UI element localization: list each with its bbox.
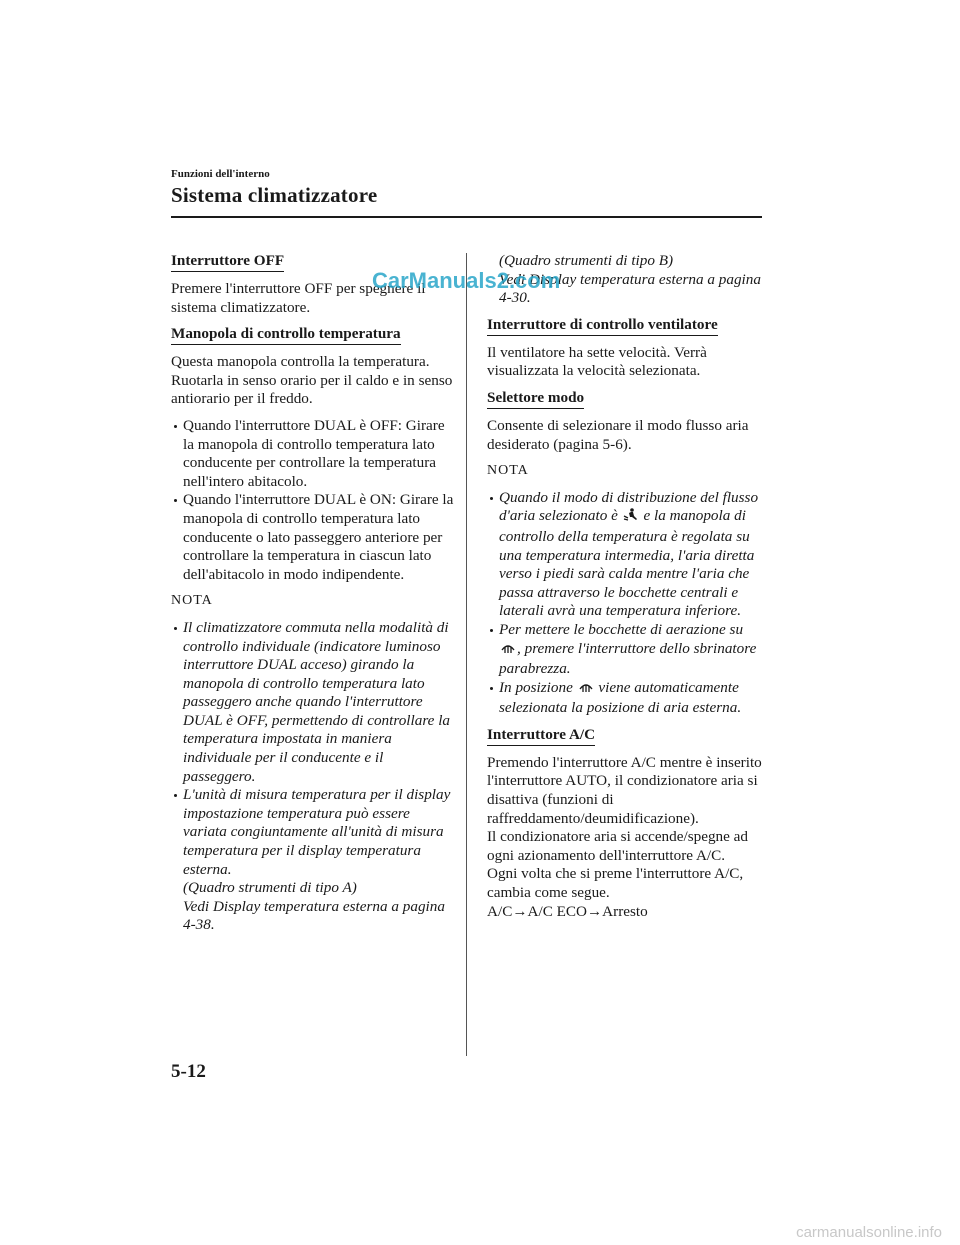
note-bullet-list xyxy=(171,619,454,879)
off-heading: Interruttore OFF xyxy=(171,252,284,272)
page-title: Sistema climatizzatore xyxy=(171,183,378,207)
header-section: Funzioni dell'interno xyxy=(171,168,270,180)
off-text: Premere l'interruttore OFF per spegnere il sistema climatizzatore. xyxy=(171,280,426,316)
list-item: L'unità di misura temperatura per il display impostazione temperatura può essere variata congiuntamente all'unità di misura temperatura per il display temperatura esterna. xyxy=(171,786,454,879)
list-item: Quando il modo di distribuzione del flusso d'aria selezionato è e la manopola di controllo della temperatura è regolata su una temperatura intermedia, l'aria diretta verso i piedi sarà calda mentre l'aria che passa attraverso le bocchette centrali e laterali avrà una temperatura inferiore. xyxy=(487,489,767,621)
note-ref-type-a-label: (Quadro strumenti di tipo A) xyxy=(183,879,357,897)
list-item: Il climatizzatore commuta nella modalità di controllo individuale (indicatore luminoso interruttore DUAL acceso) girando la manopola di controllo temperatura lato passeggero anche quando l'interruttore DUAL è OFF, permettendo di controllare la temperatura impostata in maniera individuale per il conducente e il passeggero. xyxy=(171,619,454,786)
mode-note-list xyxy=(487,489,767,718)
mode-heading: Selettore modo xyxy=(487,389,584,409)
ac-text: Premendo l'interruttore A/C mentre è inserito l'interruttore AUTO, il condizionatore aria si disattiva (funzioni di raffreddamento/deumidificazione). Il condizionatore aria si accende/spegne ad ogni azionamento dell'interruttore A/C. Ogni volta che si preme l'interruttore A/C, cambia come segue. A/C→A/C ECO→Arresto xyxy=(487,753,762,920)
fan-section xyxy=(487,316,767,381)
note-ref-type-b-link: Vedi Display temperatura esterna a pagina 4-30. xyxy=(499,270,761,307)
header-rule xyxy=(171,216,762,218)
list-item: Quando l'interruttore DUAL è OFF: Girare la manopola di controllo temperatura lato conducente per controllare la temperatura nell'intero abitacolo. xyxy=(171,417,454,491)
floor-vent-icon xyxy=(623,508,639,528)
note-ref-type-a-link: Vedi Display temperatura esterna a pagina 4-38. xyxy=(183,897,445,934)
ac-section xyxy=(487,726,767,921)
defroster-icon xyxy=(578,680,594,700)
column-divider xyxy=(466,253,467,1056)
temp-text: Questa manopola controlla la temperatura. Ruotarla in senso orario per il caldo e in senso antiorario per il freddo. xyxy=(171,353,453,408)
temp-heading: Manopola di controllo temperatura xyxy=(171,325,401,345)
note-label: NOTA xyxy=(487,463,529,479)
list-item: Quando l'interruttore DUAL è ON: Girare la manopola di controllo temperatura lato conducente o lato passeggero anteriore per controllare la temperatura in ciascun lato dell'abitacolo in modo indipendente. xyxy=(171,491,454,584)
defroster-icon xyxy=(500,641,516,661)
temp-bullet-list xyxy=(171,417,454,584)
list-item: Per mettere le bocchette di aerazione su , premere l'interruttore dello sbrinatore parabrezza. xyxy=(487,621,767,679)
note-label: NOTA xyxy=(171,593,213,609)
mode-text: Consente di selezionare il modo flusso aria desiderato (pagina 5-6). xyxy=(487,416,749,453)
list-item: In posizione viene automaticamente selezionata la posizione di aria esterna. xyxy=(487,679,767,718)
mode-section xyxy=(487,389,767,454)
note-ref-type-b-label: (Quadro strumenti di tipo B) xyxy=(499,252,674,269)
fan-heading: Interruttore di controllo ventilatore xyxy=(487,316,718,336)
temp-section xyxy=(171,325,454,584)
left-column xyxy=(171,252,454,935)
watermark-bottom: carmanualsonline.info xyxy=(796,1224,942,1241)
note-ref-type-a xyxy=(171,879,454,935)
watermark-top: CarManuals2.com xyxy=(372,268,561,293)
page-number: 5-12 xyxy=(171,1061,206,1082)
ac-heading: Interruttore A/C xyxy=(487,726,595,746)
right-column xyxy=(487,252,767,927)
fan-text: Il ventilatore ha sette velocità. Verrà visualizzata la velocità selezionata. xyxy=(487,343,707,380)
